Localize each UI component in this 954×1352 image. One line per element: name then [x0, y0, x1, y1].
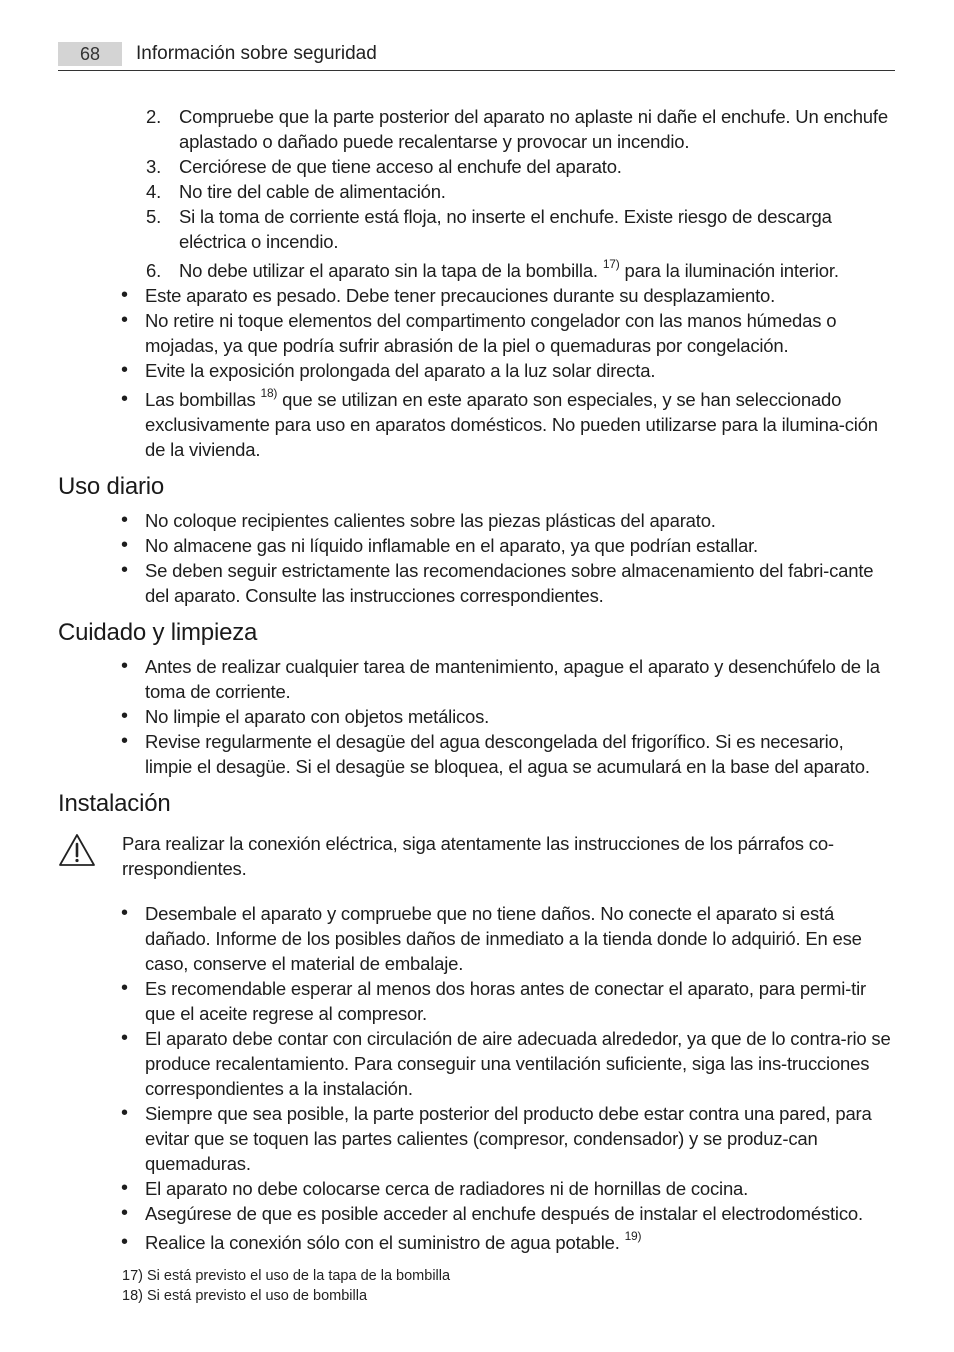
page-content: [58, 104, 895, 1255]
list-item: [58, 154, 895, 179]
list-item: • No coloque recipientes calientes sobre las piezas plásticas del aparato.: [58, 508, 895, 533]
item-text: para la iluminación interior.: [619, 260, 839, 281]
list-item: • No limpie el aparato con objetos metálicos.: [58, 704, 895, 729]
footnote-ref: 17): [602, 256, 620, 271]
list-item: • Es recomendable esperar al menos dos horas antes de conectar el aparato, para permi-tir que el aceite regrese al compresor.: [58, 976, 895, 1026]
item-text: Cerciórese de que tiene acceso al enchufe del aparato.: [179, 156, 622, 177]
list-item: [58, 387, 895, 462]
page-number: 68: [58, 42, 122, 66]
section-heading-cuidado: Cuidado y limpieza: [58, 619, 258, 646]
warning-note: [58, 831, 895, 881]
list-item: • El aparato no debe colocarse cerca de radiadores ni de hornillas de cocina.: [58, 1176, 895, 1201]
item-text: Las bombillas: [145, 389, 261, 410]
page-header: [58, 40, 895, 71]
list-item: [58, 104, 895, 154]
list-item: • Antes de realizar cualquier tarea de mantenimiento, apague el aparato y desenchúfelo de la toma de corriente.: [58, 654, 895, 704]
list-item: [58, 258, 895, 283]
footnote-ref: 19): [624, 1228, 642, 1243]
list-item: • Siempre que sea posible, la parte posterior del producto debe estar contra una pared, para evitar que se toquen las partes calientes (compresor, condensador) y se produz-can quemaduras.: [58, 1101, 895, 1176]
list-item: [58, 204, 895, 254]
list-item: • Desembale el aparato y compruebe que no tiene daños. No conecte el aparato si está dañado. Informe de los posibles daños de inmediato a la tienda donde lo adquirió. En ese caso, conserve el material de embalaje.: [58, 901, 895, 976]
list-item: • No almacene gas ni líquido inflamable en el aparato, ya que podrían estallar.: [58, 533, 895, 558]
section-heading-uso-diario: Uso diario: [58, 473, 165, 500]
list-item: • Este aparato es pesado. Debe tener precauciones durante su desplazamiento.: [58, 283, 895, 308]
list-item: • Asegúrese de que es posible acceder al enchufe después de instalar el electrodoméstico.: [58, 1201, 895, 1226]
list-item: • Se deben seguir estrictamente las recomendaciones sobre almacenamiento del fabri-cante del aparato. Consulte las instrucciones correspondientes.: [58, 558, 895, 608]
warning-triangle-icon: [58, 833, 96, 867]
section-heading-instalacion: Instalación: [58, 790, 171, 817]
header-title: Información sobre seguridad: [136, 43, 377, 64]
uso-diario-bullets: [58, 508, 895, 608]
safety-bullets: [58, 283, 895, 462]
item-text: No debe utilizar el aparato sin la tapa de la bombilla.: [179, 260, 603, 281]
footnote: 17) Si está previsto el uso de la tapa de la bombilla: [122, 1268, 451, 1284]
numbered-list: [58, 104, 895, 283]
list-item: • Evite la exposición prolongada del aparato a la luz solar directa.: [58, 358, 895, 383]
list-item: [58, 179, 895, 204]
item-text: Compruebe que la parte posterior del aparato no aplaste ni dañe el enchufe. Un enchufe aplastado o dañado puede recalentarse y provocar un incendio.: [179, 106, 888, 152]
footnote: 18) Si está previsto el uso de bombilla: [122, 1288, 368, 1304]
list-item: • El aparato debe contar con circulación de aire adecuada alrededor, ya que de lo contra-rio se produce recalentamiento. Para conseguir una ventilación suficiente, siga las ins-trucciones correspondientes a la instalación.: [58, 1026, 895, 1101]
instalacion-bullets: [58, 901, 895, 1255]
list-item: • Revise regularmente el desagüe del agua descongelada del frigorífico. Si es necesario, limpie el desagüe. Si el desagüe se bloquea, el agua se acumulará en la base del aparato.: [58, 729, 895, 779]
item-text: que se utilizan en este aparato son especiales, y se han seleccionado exclusivamente para uso en aparatos domésticos. No pueden utilizarse para la ilumina-ción de la vivienda.: [145, 389, 878, 460]
footnotes: [122, 1266, 450, 1306]
cuidado-bullets: [58, 654, 895, 779]
footnote-ref: 18): [260, 385, 278, 400]
list-item: [58, 1230, 895, 1255]
item-text: Realice la conexión sólo con el suministro de agua potable.: [145, 1232, 625, 1253]
item-number: 3.: [146, 156, 162, 177]
item-number: 4.: [146, 181, 162, 202]
item-text: No tire del cable de alimentación.: [179, 181, 446, 202]
item-number: 2.: [146, 106, 162, 127]
item-number: 5.: [146, 206, 162, 227]
item-number: 6.: [146, 260, 162, 281]
item-text: Si la toma de corriente está floja, no inserte el enchufe. Existe riesgo de descarga eléctrica o incendio.: [179, 206, 832, 252]
warning-text: Para realizar la conexión eléctrica, siga atentamente las instrucciones de los párrafos co-rrespondientes.: [122, 833, 834, 879]
list-item: • No retire ni toque elementos del compartimento congelador con las manos húmedas o mojadas, ya que podría sufrir abrasión de la piel o quemaduras por congelación.: [58, 308, 895, 358]
